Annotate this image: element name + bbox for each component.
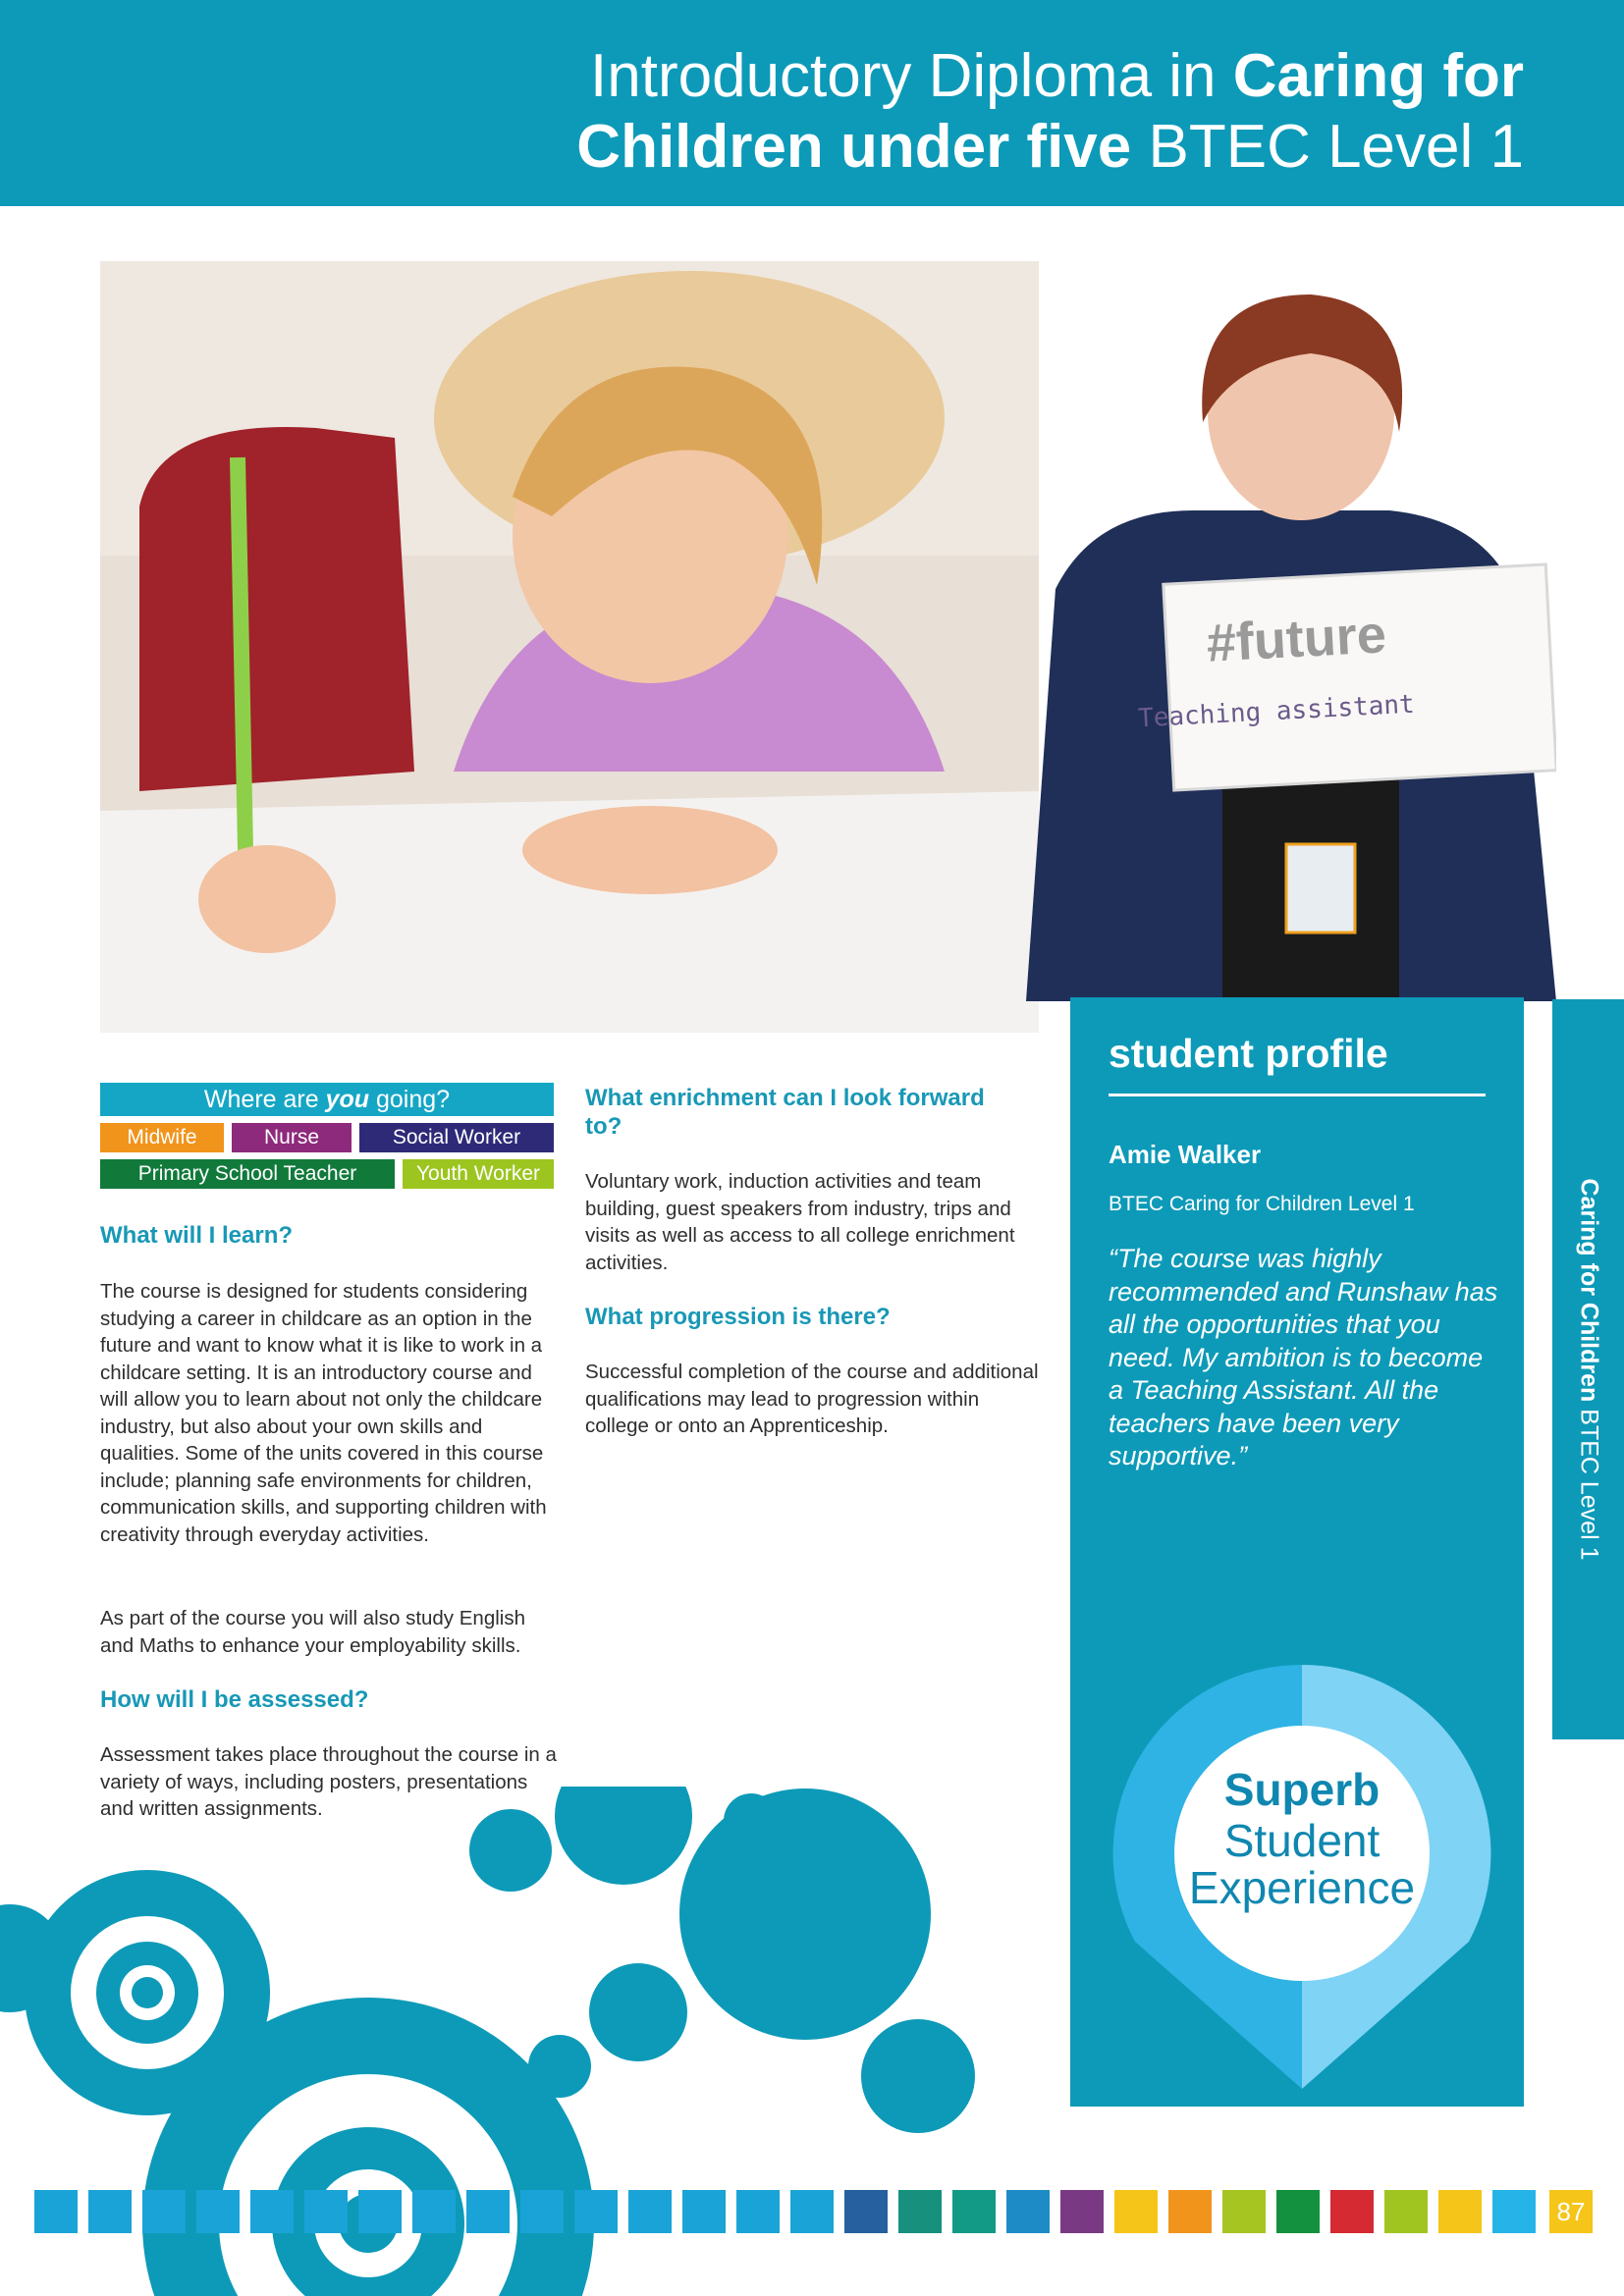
profile-heading: student profile bbox=[1109, 1031, 1388, 1076]
career-tag-midwife: Midwife bbox=[100, 1123, 224, 1152]
profile-course: BTEC Caring for Children Level 1 bbox=[1109, 1193, 1415, 1215]
footer-square bbox=[1168, 2190, 1212, 2233]
side-tab-bold: Caring for Children bbox=[1575, 1178, 1602, 1403]
sign-hashtag: #future bbox=[1205, 605, 1388, 673]
child-drawing-photo bbox=[100, 261, 1039, 1033]
footer-square bbox=[1276, 2190, 1320, 2233]
footer-square bbox=[628, 2190, 672, 2233]
footer-square bbox=[1384, 2190, 1428, 2233]
career-tag-nurse: Nurse bbox=[232, 1123, 352, 1152]
footer-square bbox=[898, 2190, 942, 2233]
career-tag-social-worker: Social Worker bbox=[359, 1123, 554, 1152]
footer-square bbox=[520, 2190, 564, 2233]
footer-square bbox=[1438, 2190, 1482, 2233]
title-part1: Introductory Diploma in bbox=[590, 42, 1233, 110]
footer-square bbox=[466, 2190, 510, 2233]
career-tag-youth-worker: Youth Worker bbox=[403, 1159, 554, 1189]
where-going-heading bbox=[100, 1083, 554, 1116]
title-bold1: Caring for bbox=[1232, 42, 1524, 110]
footer-square bbox=[88, 2190, 132, 2233]
footer-square bbox=[790, 2190, 834, 2233]
assessed-paragraph: Assessment takes place throughout the course in a variety of ways, including posters, presentations and written assignments. bbox=[100, 1743, 557, 1820]
profile-divider bbox=[1109, 1094, 1486, 1096]
profile-quote: “The course was highly recommended and Runshaw has all the opportunities that you need. My ambition is to become a Teaching Assistant. All the teachers have been very supportive.” bbox=[1109, 1244, 1498, 1470]
enrichment-paragraph: Voluntary work, induction activities and team building, guest speakers from industry, trips and visits as well as access to all college enrichment activities. bbox=[585, 1170, 1015, 1274]
where-going-post: going? bbox=[369, 1086, 451, 1113]
footer-square bbox=[1330, 2190, 1374, 2233]
title-bold2: Children under five bbox=[576, 113, 1132, 181]
badge-line3: Experience bbox=[1188, 1862, 1416, 1913]
where-going-pre: Where are bbox=[203, 1086, 326, 1113]
sign-caption: Teaching assistant bbox=[1137, 689, 1416, 734]
footer-square bbox=[1222, 2190, 1266, 2233]
profile-name: Amie Walker bbox=[1109, 1140, 1262, 1169]
footer-square bbox=[196, 2190, 240, 2233]
footer-square bbox=[1006, 2190, 1050, 2233]
footer-square bbox=[1114, 2190, 1158, 2233]
footer-square bbox=[844, 2190, 888, 2233]
badge-line2: Student bbox=[1223, 1815, 1380, 1866]
footer-square bbox=[736, 2190, 780, 2233]
learn-paragraph: The course is designed for students considering studying a career in childcare as an option in the future and want to know what it is like to work in a childcare setting. It is an introductory course and will allow you to learn about not only the childcare industry, but also about your own skills and qualities. Some of the units covered in this course include; planning safe environments for children, communication skills, and supporting children with creativity through everyday activities. bbox=[100, 1280, 547, 1546]
page-title bbox=[247, 41, 1524, 183]
footer-square bbox=[682, 2190, 726, 2233]
footer-square bbox=[574, 2190, 618, 2233]
footer-square bbox=[142, 2190, 186, 2233]
footer-square bbox=[304, 2190, 348, 2233]
assessed-heading: How will I be assessed? bbox=[100, 1686, 369, 1713]
footer-square bbox=[358, 2190, 402, 2233]
progression-heading: What progression is there? bbox=[585, 1304, 891, 1330]
footer-square bbox=[250, 2190, 294, 2233]
career-tag-primary-teacher: Primary School Teacher bbox=[100, 1159, 395, 1189]
learn-paragraph-2: As part of the course you will also study English and Maths to enhance your employability skills. bbox=[100, 1607, 525, 1657]
learn-heading: What will I learn? bbox=[100, 1222, 294, 1249]
footer-square bbox=[1060, 2190, 1104, 2233]
title-part2: BTEC Level 1 bbox=[1131, 113, 1524, 181]
footer-square bbox=[34, 2190, 78, 2233]
progression-paragraph: Successful completion of the course and additional qualifications may lead to progression within college or onto an Apprenticeship. bbox=[585, 1361, 1039, 1437]
enrichment-heading: What enrichment can I look forward to? bbox=[585, 1085, 985, 1140]
footer-square bbox=[412, 2190, 456, 2233]
page-number: 87 bbox=[1549, 2190, 1593, 2233]
where-going-em: you bbox=[325, 1086, 370, 1113]
footer-square bbox=[1492, 2190, 1536, 2233]
side-tab-rest: BTEC Level 1 bbox=[1575, 1402, 1602, 1561]
footer-square bbox=[952, 2190, 996, 2233]
badge-line1: Superb bbox=[1223, 1764, 1380, 1815]
side-tab-text bbox=[1552, 999, 1624, 1739]
